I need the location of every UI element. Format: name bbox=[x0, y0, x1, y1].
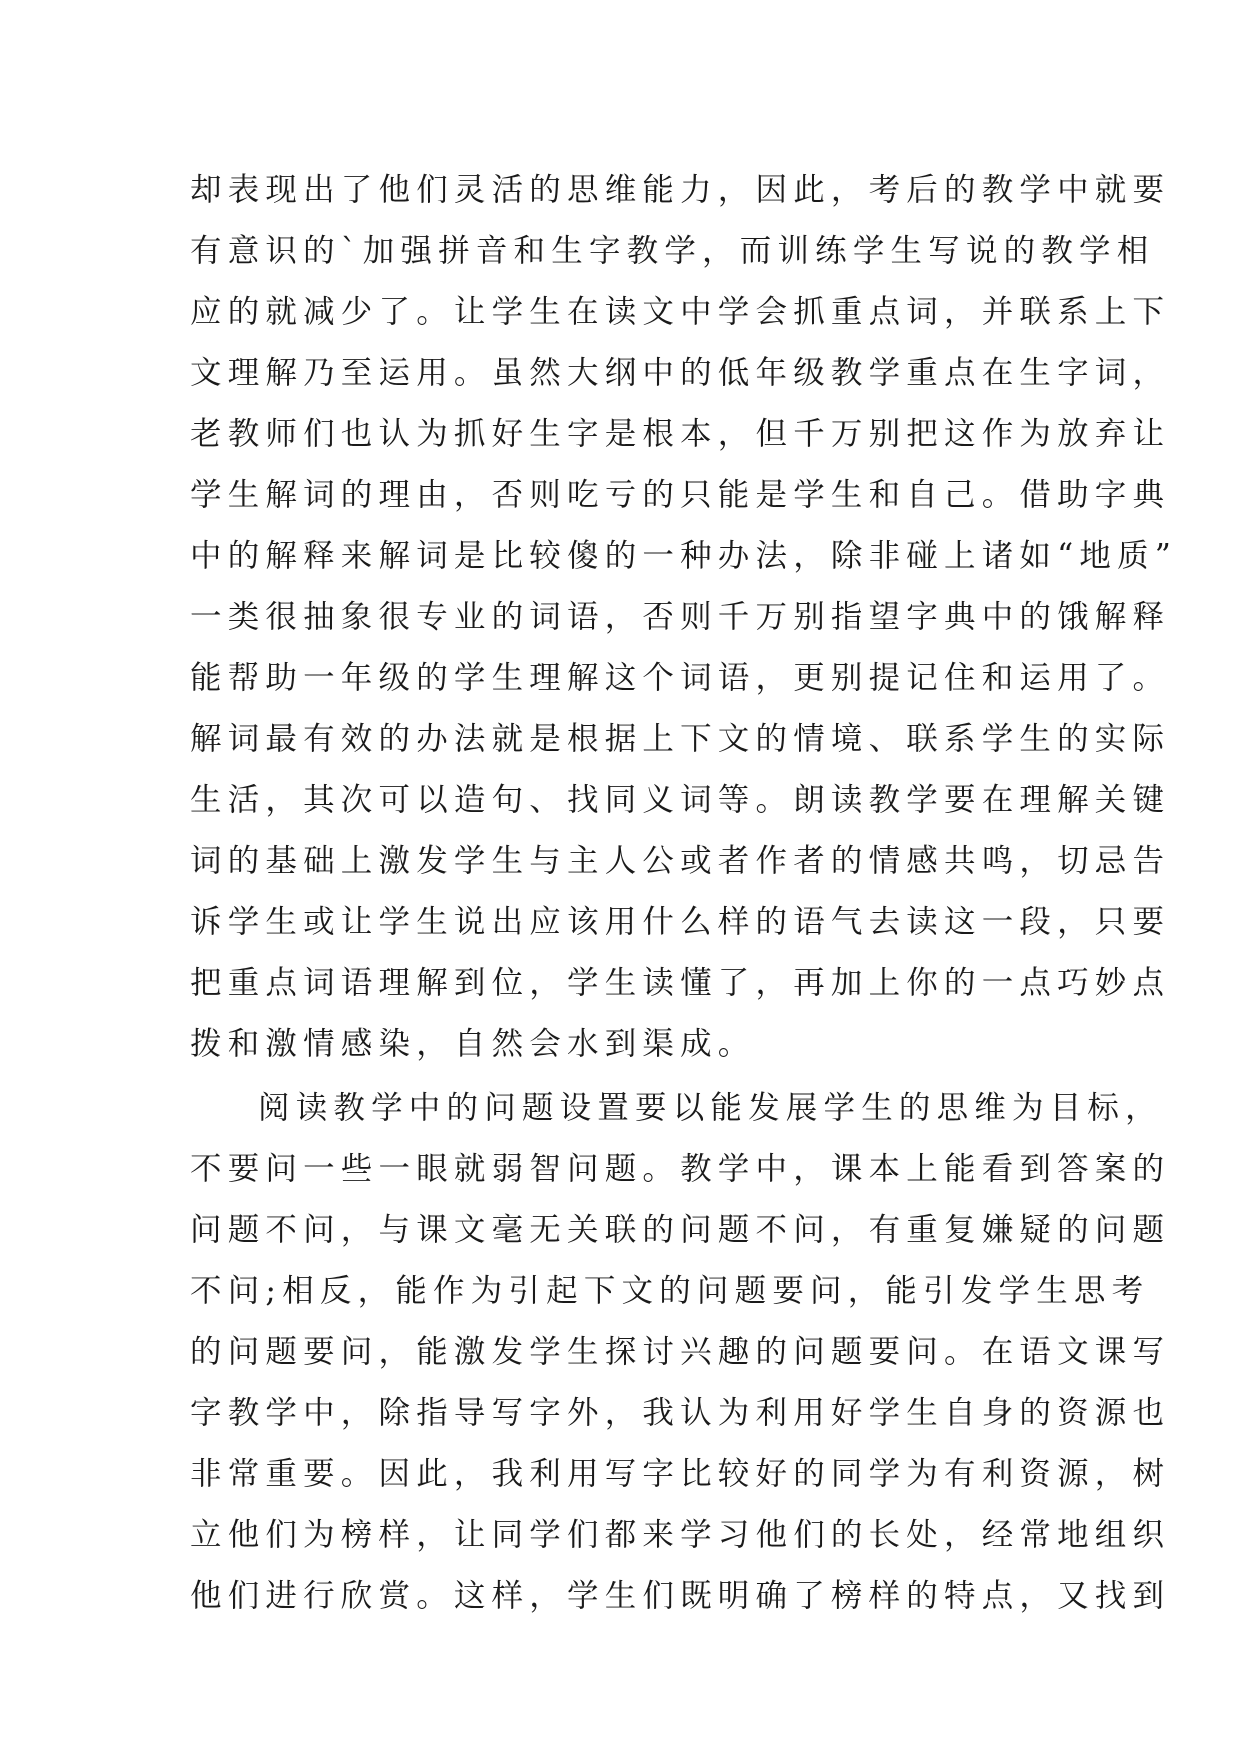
text-line: 不要问一些一眼就弱智问题。教学中，课本上能看到答案的 bbox=[190, 1151, 1171, 1187]
text-line: 把重点词语理解到位，学生读懂了，再加上你的一点巧妙点 bbox=[190, 965, 1171, 1001]
document-body bbox=[190, 160, 1178, 1627]
text-line: 应的就减少了。让学生在读文中学会抓重点词，并联系上下 bbox=[190, 294, 1171, 330]
text-line: 的问题要问，能激发学生探讨兴趣的问题要问。在语文课写 bbox=[190, 1334, 1171, 1370]
text-line: 问题不问，与课文毫无关联的问题不问，有重复嫌疑的问题 bbox=[190, 1212, 1171, 1248]
text-line: 立他们为榜样，让同学们都来学习他们的长处，经常地组织 bbox=[190, 1517, 1171, 1553]
text-line: 老教师们也认为抓好生字是根本，但千万别把这作为放弃让 bbox=[190, 416, 1171, 452]
text-line: 学生解词的理由，否则吃亏的只能是学生和自己。借助字典 bbox=[190, 477, 1171, 513]
text-line: 却表现出了他们灵活的思维能力，因此，考后的教学中就要 bbox=[190, 172, 1171, 208]
text-line: 解词最有效的办法就是根据上下文的情境、联系学生的实际 bbox=[190, 721, 1171, 757]
paragraph-1 bbox=[190, 160, 1178, 1075]
text-line: 他们进行欣赏。这样，学生们既明确了榜样的特点，又找到 bbox=[190, 1578, 1171, 1614]
text-line-indented: 阅读教学中的问题设置要以能发展学生的思维为目标， bbox=[258, 1090, 1163, 1126]
text-line: 文理解乃至运用。虽然大纲中的低年级教学重点在生字词， bbox=[190, 355, 1171, 391]
text-line: 一类很抽象很专业的词语，否则千万别指望字典中的饿解释 bbox=[190, 599, 1171, 635]
text-line: 有意识的`加强拼音和生字教学，而训练学生写说的教学相 bbox=[190, 233, 1155, 269]
text-line: 词的基础上激发学生与主人公或者作者的情感共鸣，切忌告 bbox=[190, 843, 1171, 879]
text-line: 能帮助一年级的学生理解这个词语，更别提记住和运用了。 bbox=[190, 660, 1171, 696]
text-line: 不问;相反，能作为引起下文的问题要问，能引发学生思考 bbox=[190, 1273, 1150, 1309]
text-line: 非常重要。因此，我利用写字比较好的同学为有利资源，树 bbox=[190, 1456, 1171, 1492]
text-line: 生活，其次可以造句、找同义词等。朗读教学要在理解关键 bbox=[190, 782, 1171, 818]
text-line: 字教学中，除指导写字外，我认为利用好学生自身的资源也 bbox=[190, 1395, 1171, 1431]
paragraph-2 bbox=[190, 1078, 1171, 1627]
text-line: 诉学生或让学生说出应该用什么样的语气去读这一段，只要 bbox=[190, 904, 1171, 940]
text-line: 拨和激情感染，自然会水到渠成。 bbox=[190, 1026, 756, 1062]
text-line: 中的解释来解词是比较傻的一种办法，除非碰上诸如“地质” bbox=[190, 538, 1178, 574]
